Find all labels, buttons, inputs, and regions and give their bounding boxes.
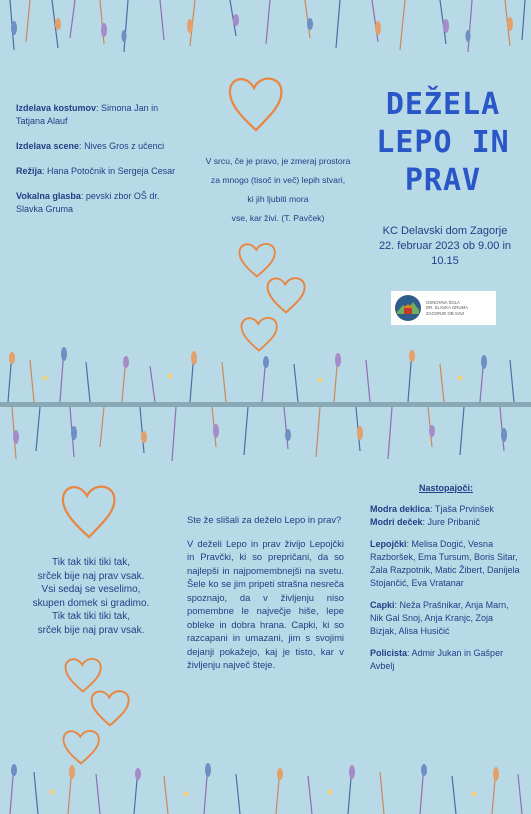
heart-icon bbox=[264, 272, 308, 316]
school-emblem-icon bbox=[394, 294, 422, 322]
heart-icon bbox=[58, 479, 120, 543]
pavcek-quote: V srcu, če je pravo, je zmeraj prostora za mnogo (tisoč in več) lepih stvari, ki jih ljubiti mora vse, kar živi. (T. Pavček) bbox=[205, 156, 351, 223]
credit-vocal-music: Vokalna glasba: pevski zbor OŠ dr. Slavka Gruma bbox=[16, 191, 160, 214]
flyer-front-page bbox=[0, 0, 531, 402]
story-question: Ste že slišali za deželo Lepo in prav? bbox=[187, 514, 342, 525]
credit-costumes: Izdelava kostumov: Simona Jan in Tatjana Alauf bbox=[16, 103, 159, 126]
heart-icon bbox=[88, 685, 132, 729]
cast-leads: Modra deklica: Tjaša Prvinšek Modri deček: Jure Pribanič bbox=[370, 504, 494, 527]
credit-direction: Režija: Hana Potočnik in Sergeja Cesar bbox=[16, 166, 176, 176]
credit-scene: Izdelava scene: Nives Gros z učenci bbox=[16, 141, 165, 151]
play-title: DEŽELA LEPO IN PRAV bbox=[376, 87, 510, 198]
cast-policista: Policista: Admir Jukan in Gašper Avbelj bbox=[370, 648, 504, 671]
cast-heading: Nastopajoči: bbox=[418, 483, 473, 493]
credits-block bbox=[16, 102, 176, 228]
cast-capki: Capki: Neža Prašnikar, Anja Marn, Nik Gal Snoj, Anja Kranjc, Zoja Bizjak, Alisa Husičić bbox=[370, 600, 509, 636]
cast-list bbox=[370, 482, 522, 682]
school-logo bbox=[391, 291, 496, 325]
story-summary bbox=[187, 513, 344, 682]
school-name: OSNOVNA ŠOLA DR. SLAVKA GRUMA ZAGORJE OB SAVI bbox=[426, 299, 468, 316]
floral-border-bottom bbox=[0, 752, 531, 814]
tik-tak-poem: Tik tak tiki tiki tak, srček bije naj prav vsak. Vsi sedaj se veselimo, skupen domek si gradimo. Tik tak tiki tiki tak, srček bije naj prav vsak. bbox=[32, 557, 150, 636]
cast-lepojcki: Lepojčki: Melisa Dogić, Vesna Razboršek, Ema Tursum, Boris Sitar, Zala Razpotnik, Matic Žibert, Danijela Stojančić, Eva Vratanar bbox=[370, 539, 520, 588]
venue-and-date: KC Delavski dom Zagorje 22. februar 2023 ob 9.00 in 10.15 bbox=[378, 225, 512, 267]
floral-border-top bbox=[0, 0, 531, 60]
heart-icon bbox=[226, 70, 286, 136]
story-text: V deželi Lepo in prav živijo Lepojčki in Pravčki, ki so prepričani, da so najlepši in najpomembnejši na svetu. Šele ko se jim pripeti strašna nesreča spoznajo, da v življenju niso pomembne le največje hiše, lepe obleke in dobra hrana. Capki, ki so razcapani in umazani, jim s svojimi dejanji pokažejo, kaj je tisto, kar v življenju največ šteje. bbox=[187, 537, 344, 670]
floral-border-top bbox=[0, 407, 531, 469]
floral-border-bottom bbox=[0, 338, 531, 402]
